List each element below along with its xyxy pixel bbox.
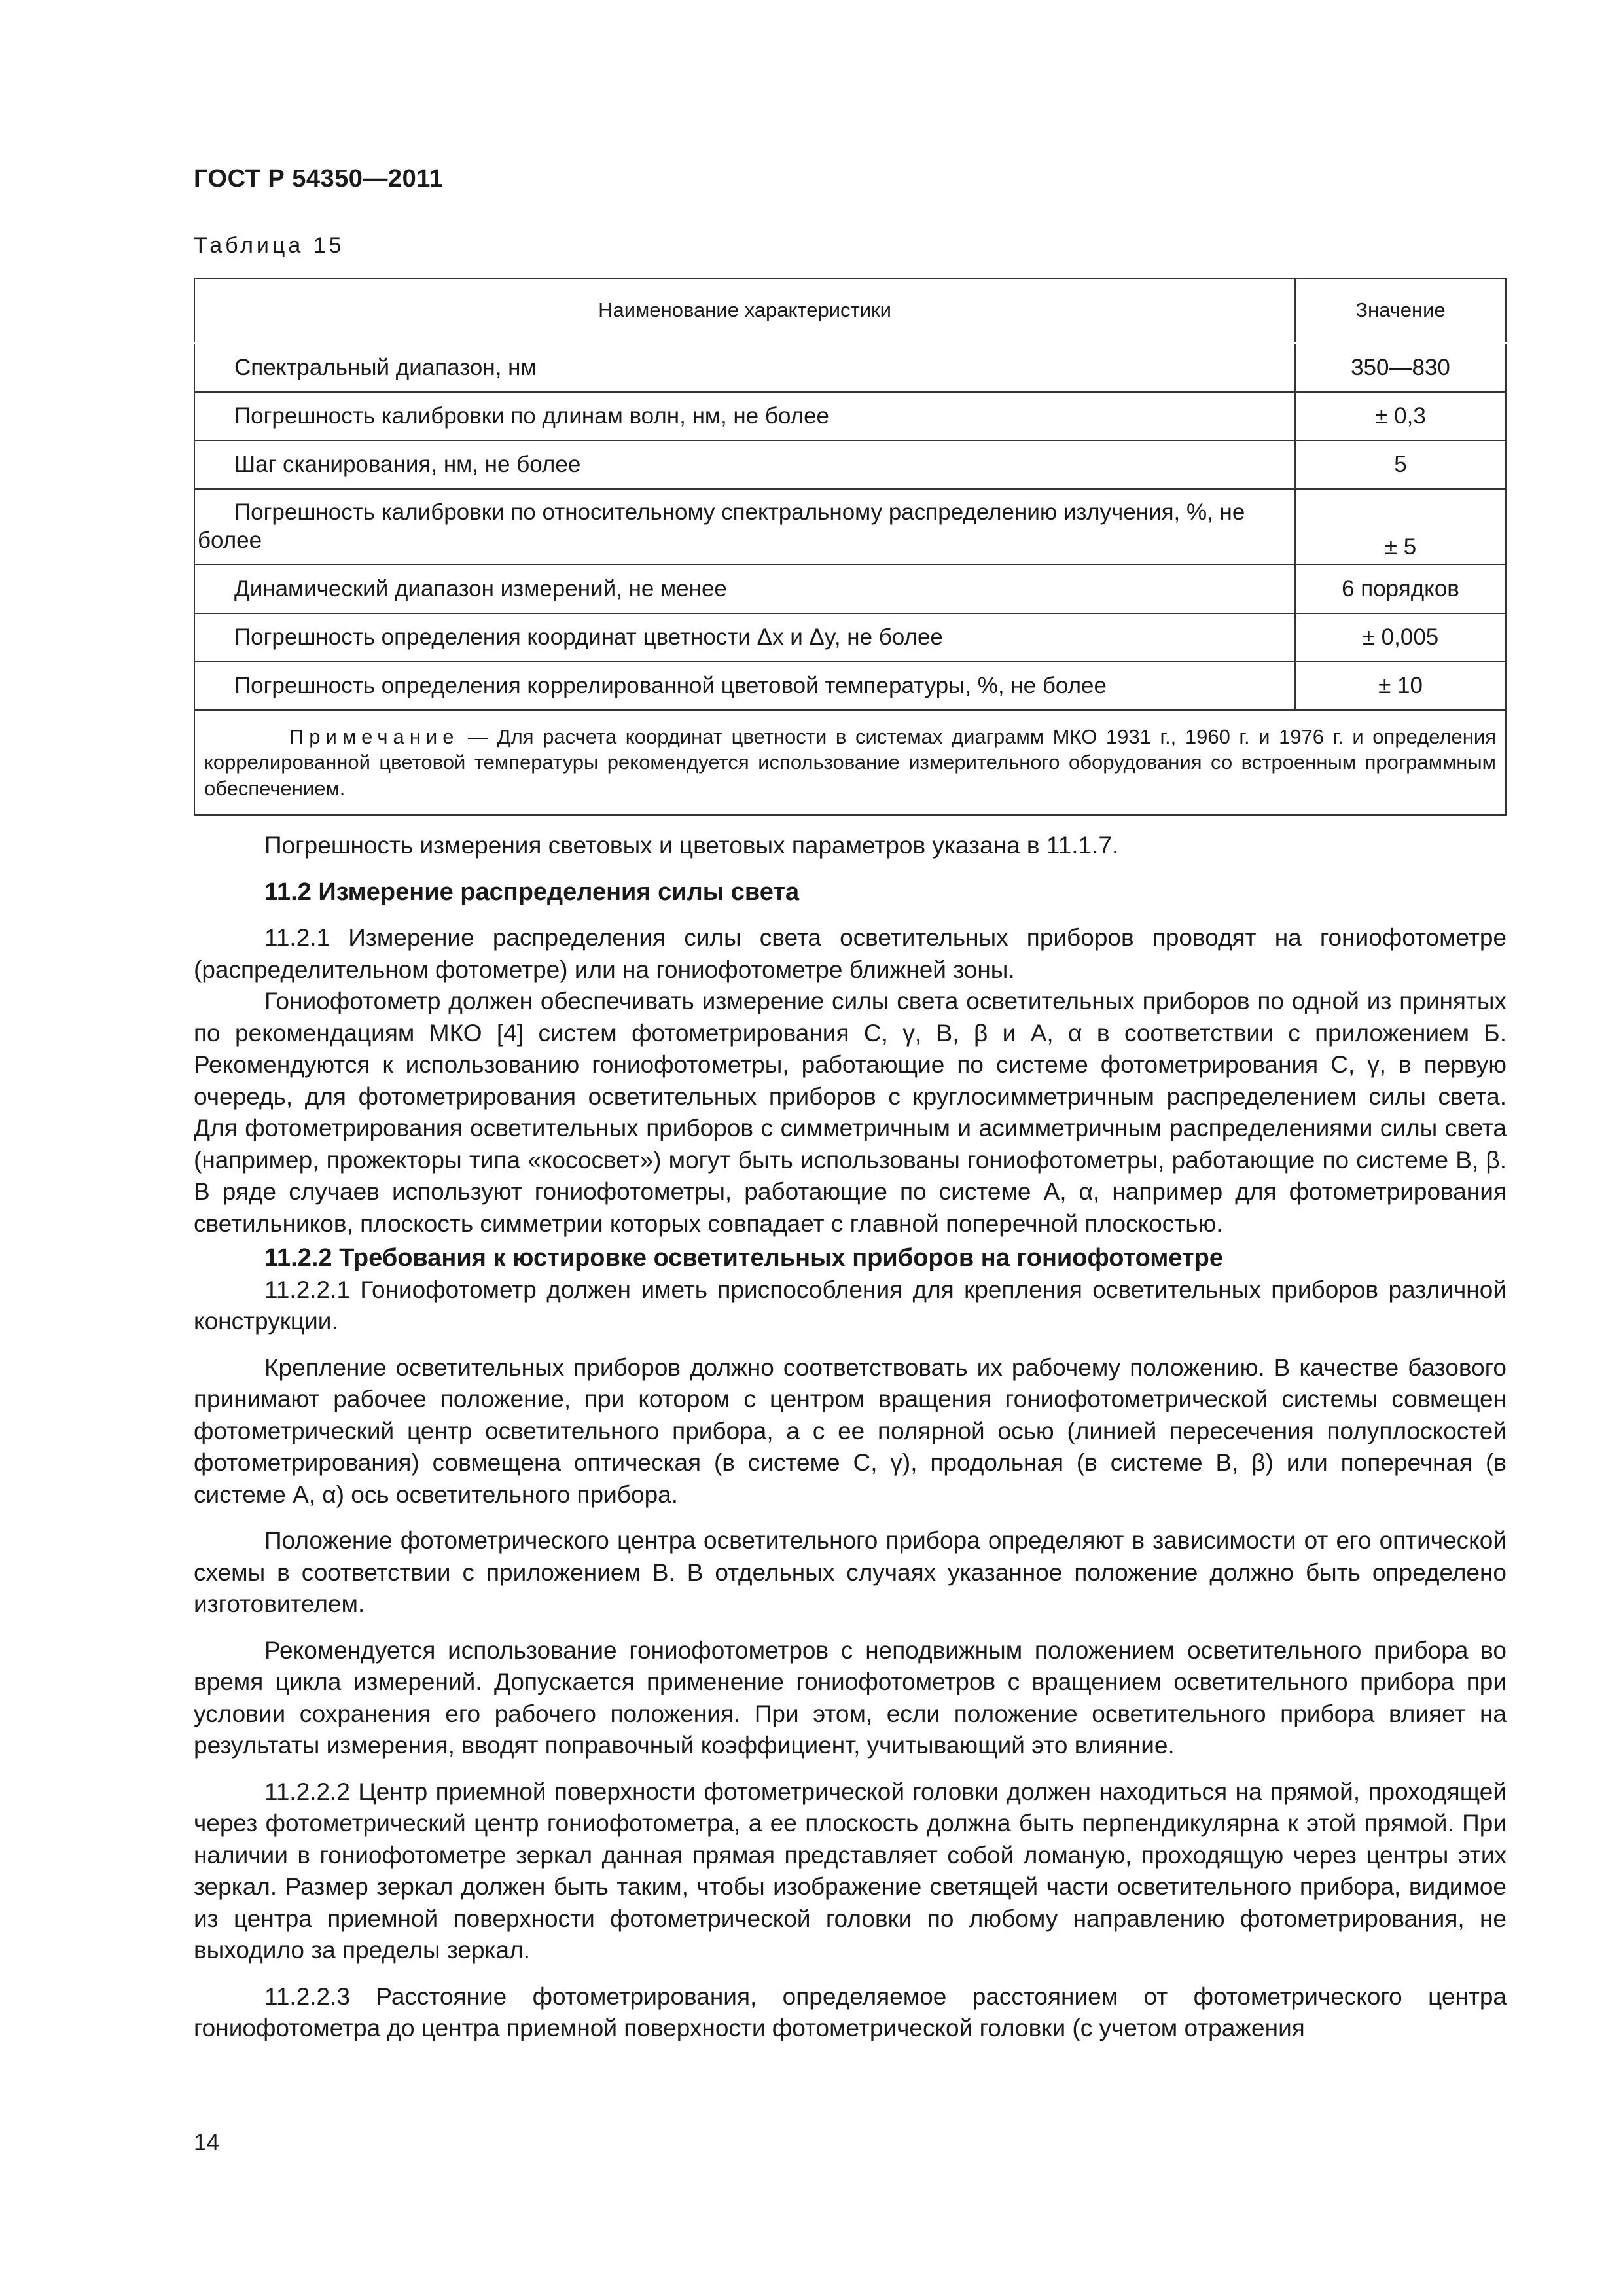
- note-text: — Для расчета координат цветности в системах диаграмм МКО 1931 г., 1960 г. и 1976 г. и определения коррелированной цветовой температуры рекомендуется использование измерительного оборудования со встроенным программным обеспечением.: [204, 725, 1496, 800]
- table-caption: Таблица 15: [194, 233, 345, 258]
- body-text: [194, 830, 1507, 2045]
- table-header-row: [194, 278, 1506, 343]
- row-value: 5: [1295, 440, 1506, 489]
- row-name: Динамический диапазон измерений, не менее: [194, 565, 1295, 613]
- table-row: [194, 343, 1506, 392]
- row-name: Шаг сканирования, нм, не более: [194, 440, 1295, 489]
- paragraph-mounting: Крепление осветительных приборов должно соответствовать их рабочему положению. В качестве базового принимают рабочее положение, при котором с центром вращения гониофотометрической системы совмещен фотометрический центр осветительного прибора, а с ее полярной осью (линией пересечения полуплоскостей фотометрирования) совмещена оптическая (в системе C, γ), продольная (в системе B, β) или поперечная (в системе A, α) ось осветительного прибора.: [194, 1354, 1507, 1508]
- table-row: [194, 489, 1506, 565]
- note-label: Примечание: [289, 725, 459, 748]
- section-heading-11-2: 11.2 Измерение распределения силы света: [264, 878, 800, 906]
- characteristics-table: [194, 278, 1507, 816]
- table-row: [194, 662, 1506, 710]
- column-header-name: Наименование характеристики: [194, 278, 1295, 343]
- document-header: ГОСТ Р 54350—2011: [194, 165, 444, 192]
- paragraph-11-2-2-1: 11.2.2.1 Гониофотометр должен иметь приспособления для крепления осветительных приборов различной конструкции.: [194, 1276, 1507, 1335]
- paragraph-goniophotometer: Гониофотометр должен обеспечивать измерение силы света осветительных приборов по одной из принятых по рекомендациям МКО [4] систем фотометрирования C, γ, B, β и A, α в соответствии с приложением Б. Рекомендуются к использованию гониофотометры, работающие по системе фотометрирования C, γ, в первую очередь, для фотометрирования осветительных приборов с круглосимметричным распределением силы света. Для фотометрирования осветительных приборов с симметричным и асимметричным распределениями силы света (например, прожекторы типа «кососвет») могут быть использованы гониофотометры, работающие по системе B, β. В ряде случаев используют гониофотометры, работающие по системе A, α, например для фотометрирования светильников, плоскость симметрии которых совпадает с главной поперечной плоскостью.: [194, 988, 1507, 1237]
- row-value: ± 0,3: [1295, 392, 1506, 440]
- row-value: 6 порядков: [1295, 565, 1506, 613]
- table-note: [194, 710, 1506, 815]
- table-note-row: [194, 710, 1506, 815]
- paragraph-photometric-center: Положение фотометрического центра осветительного прибора определяют в зависимости от его оптической схемы в соответствии с приложением В. В отдельных случаях указанное положение должно быть определено изготовителем.: [194, 1527, 1507, 1617]
- page-number: 14: [194, 2130, 219, 2155]
- table-row: [194, 565, 1506, 613]
- row-value: ± 0,005: [1295, 613, 1506, 662]
- table-row: [194, 440, 1506, 489]
- row-name: Погрешность калибровки по длинам волн, нм, не более: [194, 392, 1295, 440]
- row-value: 350—830: [1295, 343, 1506, 392]
- section-heading-11-2-2: 11.2.2 Требования к юстировке осветительных приборов на гониофотометре: [264, 1244, 1224, 1272]
- paragraph-recommendation: Рекомендуется использование гониофотометров с неподвижным положением осветительного прибора во время цикла измерений. Допускается применение гониофотометров с вращением осветительного прибора при условии сохранения его рабочего положения. При этом, если положение осветительного прибора влияет на результаты измерения, вводят поправочный коэффициент, учитывающий это влияние.: [194, 1636, 1507, 1759]
- paragraph-11-2-2-2: 11.2.2.2 Центр приемной поверхности фотометрической головки должен находиться на прямой, проходящей через фотометрический центр гониофотометра, а ее плоскость должна быть перпендикулярна к этой прямой. При наличии в гониофотометре зеркал данная прямая представляет собой ломаную, проходящую через центры этих зеркал. Размер зеркал должен быть таким, чтобы изображение светящей части осветительного прибора, видимое из центра приемной поверхности фотометрической головки по любому направлению фотометрирования, не выходило за пределы зеркал.: [194, 1778, 1507, 1964]
- paragraph-intro: Погрешность измерения световых и цветовых параметров указана в 11.1.7.: [264, 832, 1119, 859]
- row-name: Погрешность определения координат цветности Δx и Δy, не более: [194, 613, 1295, 662]
- row-name: Спектральный диапазон, нм: [194, 343, 1295, 392]
- table-row: [194, 613, 1506, 662]
- table-row: [194, 392, 1506, 440]
- row-name: Погрешность определения коррелированной цветовой температуры, %, не более: [194, 662, 1295, 710]
- row-value: ± 5: [1295, 489, 1506, 565]
- row-value: ± 10: [1295, 662, 1506, 710]
- row-name: Погрешность калибровки по относительному спектральному распределению излучения, %, не более: [194, 489, 1295, 565]
- paragraph-11-2-2-3: 11.2.2.3 Расстояние фотометрирования, определяемое расстоянием от фотометрического центра гониофотометра до центра приемной поверхности фотометрической головки (с учетом отражения: [194, 1982, 1507, 2041]
- paragraph-11-2-1: 11.2.1 Измерение распределения силы света осветительных приборов проводят на гониофотометре (распределительном фотометре) или на гониофотометре ближней зоны.: [194, 924, 1507, 983]
- column-header-value: Значение: [1295, 278, 1506, 343]
